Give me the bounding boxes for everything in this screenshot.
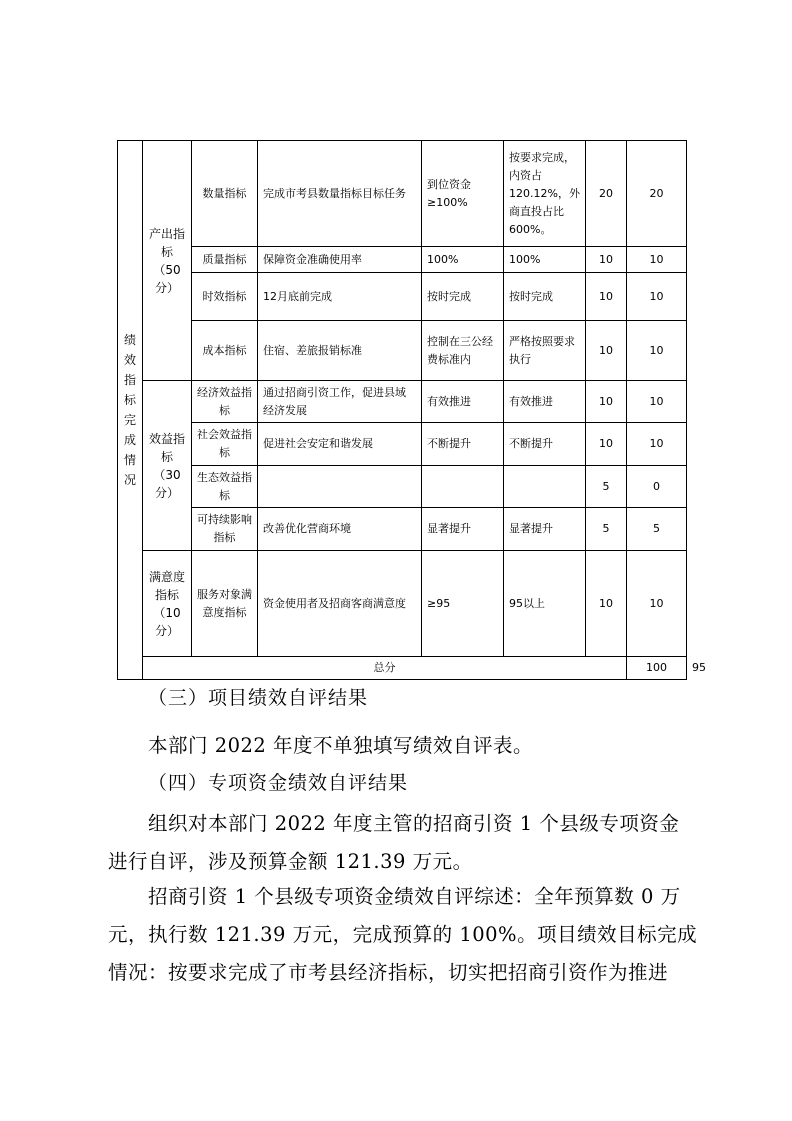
actual-cell: 按时完成 xyxy=(504,273,586,321)
target-cell: 按时完成 xyxy=(422,273,504,321)
table-row xyxy=(118,141,687,247)
weight-cell: 10 xyxy=(586,551,627,657)
paragraph-2: 组织对本部门 2022 年度主管的招商引资 1 个县级专项资金进行自评，涉及预算金额 121.39 万元。 xyxy=(108,812,680,873)
weight-cell: 20 xyxy=(586,141,627,247)
group-output-cell: 产出指标（50分） xyxy=(143,141,192,381)
actual-cell: 不断提升 xyxy=(504,423,586,466)
target-cell: 有效推进 xyxy=(422,381,504,423)
target-cell: 不断提升 xyxy=(422,423,504,466)
target-cell: 到位资金≥100% xyxy=(422,141,504,247)
group-satisfaction-cell: 满意度指标（10分） xyxy=(143,551,192,657)
indicator-cell: 社会效益指标 xyxy=(192,423,258,466)
indicator-cell: 成本指标 xyxy=(192,321,258,381)
group-benefit-cell: 效益指标（30分） xyxy=(143,381,192,551)
target-cell xyxy=(422,466,504,508)
paragraph-1: 本部门 2022 年度不单独填写绩效自评表。 xyxy=(148,734,534,757)
paragraph-3: 招商引资 1 个县级专项资金绩效自评综述：全年预算数 0 万元，执行数 121.39 万元，完成预算的 100%。项目绩效目标完成情况：按要求完成了市考县经济指标，切实把招商引资作为推进 xyxy=(108,885,698,984)
content-cell: 12月底前完成 xyxy=(258,273,422,321)
score-cell: 20 xyxy=(627,141,687,247)
table-row xyxy=(118,273,687,321)
weight-cell: 10 xyxy=(586,423,627,466)
table-row xyxy=(118,466,687,508)
weight-cell: 10 xyxy=(586,321,627,381)
content-cell: 促进社会安定和谐发展 xyxy=(258,423,422,466)
indicator-cell: 质量指标 xyxy=(192,247,258,273)
score-cell: 10 xyxy=(627,381,687,423)
actual-cell xyxy=(504,466,586,508)
dimension-level1-cell: 绩效指标完成情况 xyxy=(118,141,143,680)
content-cell: 资金使用者及招商客商满意度 xyxy=(258,551,422,657)
weight-cell: 10 xyxy=(586,273,627,321)
section-heading-4: （四）专项资金绩效自评结果 xyxy=(148,772,409,794)
indicator-cell: 可持续影响指标 xyxy=(192,508,258,551)
table-row xyxy=(118,551,687,657)
actual-cell: 95以上 xyxy=(504,551,586,657)
target-cell: ≥95 xyxy=(422,551,504,657)
score-cell: 10 xyxy=(627,273,687,321)
total-row: 总分 100 95 xyxy=(118,657,687,680)
indicator-cell: 生态效益指标 xyxy=(192,466,258,508)
indicator-cell: 服务对象满意度指标 xyxy=(192,551,258,657)
content-cell: 住宿、差旅报销标准 xyxy=(258,321,422,381)
weight-cell: 10 xyxy=(586,247,627,273)
indicator-cell: 数量指标 xyxy=(192,141,258,247)
table-row xyxy=(118,247,687,273)
table-row xyxy=(118,321,687,381)
table-row xyxy=(118,423,687,466)
indicator-cell: 经济效益指标 xyxy=(192,381,258,423)
target-cell: 控制在三公经费标准内 xyxy=(422,321,504,381)
content-cell: 通过招商引资工作，促进县域经济发展 xyxy=(258,381,422,423)
total-weight-cell: 100 xyxy=(627,657,687,680)
actual-cell: 严格按照要求执行 xyxy=(504,321,586,381)
score-cell: 10 xyxy=(627,247,687,273)
score-cell: 5 xyxy=(627,508,687,551)
target-cell: 100% xyxy=(422,247,504,273)
actual-cell: 按要求完成，内资占120.12%，外商直投占比600%。 xyxy=(504,141,586,247)
weight-cell: 5 xyxy=(586,466,627,508)
total-label-cell: 总分 xyxy=(143,657,627,680)
content-cell: 保障资金准确使用率 xyxy=(258,247,422,273)
indicator-cell: 时效指标 xyxy=(192,273,258,321)
section-heading-3: （三）项目绩效自评结果 xyxy=(148,687,369,709)
score-cell: 10 xyxy=(627,551,687,657)
content-cell xyxy=(258,466,422,508)
content-cell: 改善优化营商环境 xyxy=(258,508,422,551)
score-cell: 10 xyxy=(627,321,687,381)
weight-cell: 10 xyxy=(586,381,627,423)
score-cell: 10 xyxy=(627,423,687,466)
actual-cell: 100% xyxy=(504,247,586,273)
target-cell: 显著提升 xyxy=(422,508,504,551)
actual-cell: 有效推进 xyxy=(504,381,586,423)
actual-cell: 显著提升 xyxy=(504,508,586,551)
table-row xyxy=(118,381,687,423)
weight-cell: 5 xyxy=(586,508,627,551)
table-row xyxy=(118,508,687,551)
performance-table xyxy=(117,140,706,680)
content-cell: 完成市考县数量指标目标任务 xyxy=(258,141,422,247)
score-cell: 0 xyxy=(627,466,687,508)
